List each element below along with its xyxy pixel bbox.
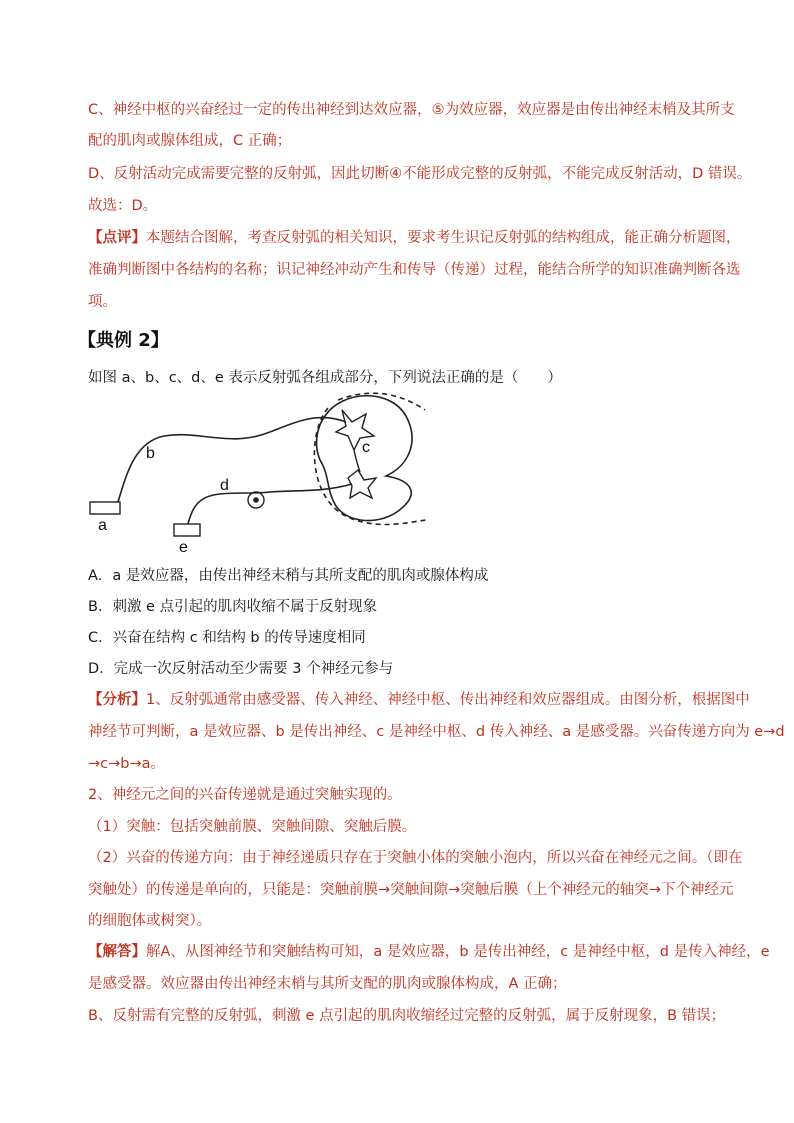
analysis-line-3: →c→b→a。 xyxy=(88,756,166,772)
choose-line: 故选：D。 xyxy=(88,198,158,214)
analysis-line-2: 神经节可判断，a 是效应器、b 是传出神经、c 是神经中枢、d 传入神经、a 是感受器。兴奋传递方向为 e→d xyxy=(88,724,785,740)
gray-matter-boundary xyxy=(314,393,426,524)
analysis-line-7: 突触处）的传递是单向的，只能是：突触前膜→突触间隙→突触后膜（上个神经元的轴突→下个神经元 xyxy=(88,882,734,898)
analysis-text-1: 1、反射弧通常由感受器、传入神经、神经中枢、传出神经和效应器组成。由图分析，根据图中 xyxy=(146,692,750,708)
afferent-nerve-d xyxy=(188,484,352,524)
option-d: D．完成一次反射活动至少需要 3 个神经元参与 xyxy=(88,661,394,677)
answer-d-line: D、反射活动完成需要完整的反射弧，因此切断④不能形成完整的反射弧，不能完成反射活动，D 错误。 xyxy=(88,166,752,182)
label-a: a xyxy=(98,517,107,534)
answer-line-1 xyxy=(88,942,770,962)
answer-c-line-1: C、神经中枢的兴奋经过一定的传出神经到达效应器，⑤为效应器，效应器是由传出神经末梢及其所支 xyxy=(88,102,735,118)
label-e: e xyxy=(179,539,188,556)
answer-line-2: 是感受器。效应器由传出神经末梢与其所支配的肌肉或腺体构成，A 正确； xyxy=(88,976,567,992)
analysis-line-8: 的细胞体或树突）。 xyxy=(88,913,212,929)
analysis-line-6: （2）兴奋的传递方向：由于神经递质只存在于突触小体的突触小泡内，所以兴奋在神经元之间。（即在 xyxy=(88,850,743,866)
comment-tag: 【点评】 xyxy=(88,230,146,246)
receptor-e-box xyxy=(174,524,200,536)
label-c: c xyxy=(362,439,370,456)
analysis-line-4: 2、神经元之间的兴奋传递就是通过突触实现的。 xyxy=(88,787,402,803)
answer-tag: 【解答】 xyxy=(88,944,146,960)
comment-line-3: 项。 xyxy=(88,294,117,310)
option-b: B．刺激 e 点引起的肌肉收缩不属于反射现象 xyxy=(88,599,378,615)
analysis-tag: 【分析】 xyxy=(88,692,146,708)
comment-line-1 xyxy=(88,228,741,248)
effector-a-box xyxy=(90,502,120,514)
option-a: A．a 是效应器，由传出神经末稍与其所支配的肌肉或腺体构成 xyxy=(88,568,489,584)
reflex-arc-diagram xyxy=(80,380,440,560)
ganglion-inner xyxy=(253,497,259,503)
analysis-line-5: （1）突触：包括突触前膜、突触间隙、突触后膜。 xyxy=(88,819,417,835)
answer-text-1: 解A、从图神经节和突触结构可知，a 是效应器，b 是传出神经，c 是神经中枢，d 是传入神经，e xyxy=(146,944,770,960)
analysis-line-1 xyxy=(88,690,750,710)
comment-line-2: 准确判断图中各结构的名称；识记神经冲动产生和传导（传递）过程，能结合所学的知识准确判断各选 xyxy=(88,262,741,278)
interneuron-connection xyxy=(354,450,360,472)
answer-c-line-2: 配的肌肉或腺体组成，C 正确； xyxy=(88,133,292,149)
label-b: b xyxy=(146,445,155,462)
neuron-lower-body xyxy=(348,470,376,498)
example-heading: 【典例 2】 xyxy=(78,330,169,351)
comment-text-1: 本题结合图解，考查反射弧的相关知识，要求考生识记反射弧的结构组成，能正确分析题图， xyxy=(146,230,741,246)
option-c: C．兴奋在结构 c 和结构 b 的传导速度相同 xyxy=(88,630,366,646)
label-d: d xyxy=(220,477,229,494)
question-text: 如图 a、b、c、d、e 表示反射弧各组成部分，下列说法正确的是（ ） xyxy=(88,370,562,386)
answer-line-3: B、反射需有完整的反射弧，刺激 e 点引起的肌肉收缩经过完整的反射弧，属于反射现象，B 错误； xyxy=(88,1008,726,1024)
